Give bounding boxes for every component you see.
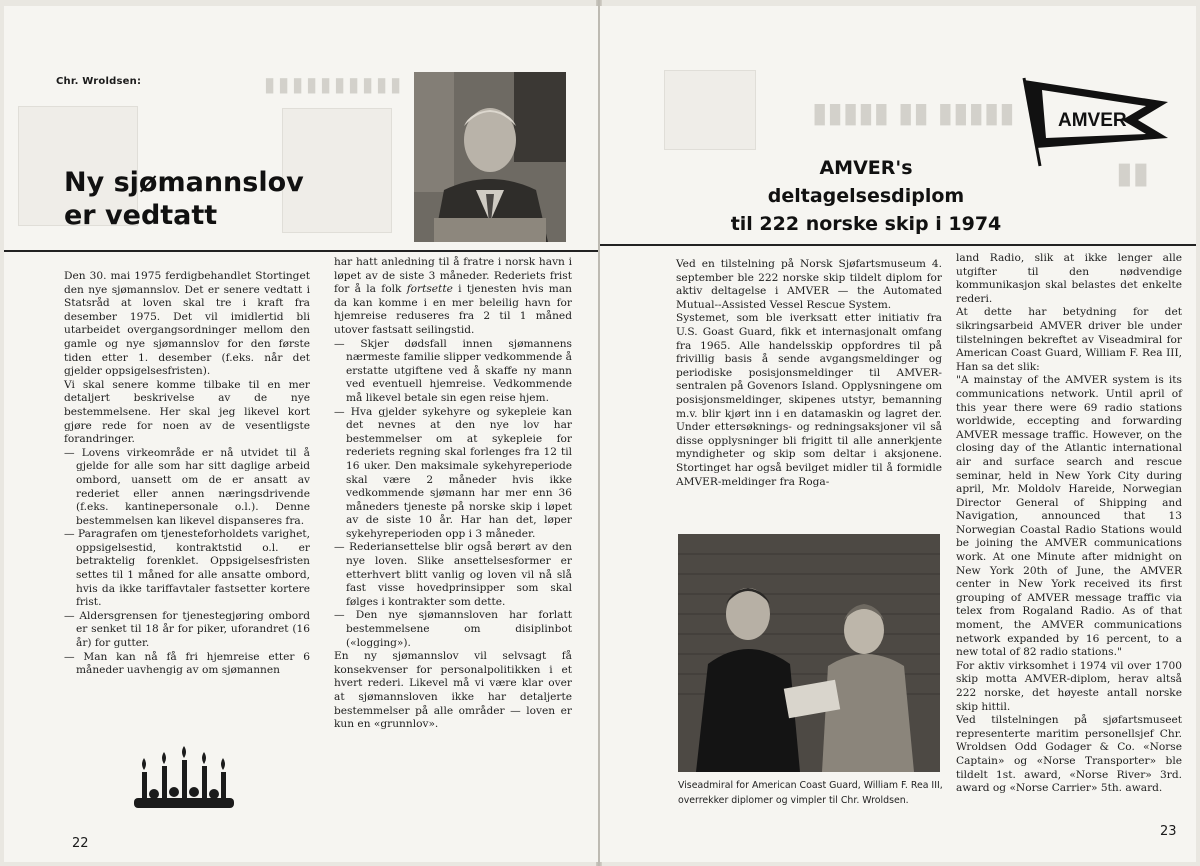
show-through-text: ▮▮▮▮▮▮▮▮▮▮: [264, 72, 405, 96]
paragraph: Den 30. mai 1975 ferdigbehandlet Stortinget den nye sjømannslov. Det er senere vedtatt i Statsråd at loven skal tre i kraft fra desember 1975. Det vil imidlertid bli utarbeidet overgangsordninger mellom den gamle og nye sjømannslov for den første tiden etter 1. desember (f.eks. når det gjelder oppsigelsesfristen).: [64, 270, 310, 378]
paragraph: En ny sjømannslov vil selvsagt få konsekvenser for personalpolitikken i et hvert rederi. Likevel må vi være klar over at sjømannsloven ikke har detaljerte bestemmelser på alle områder — loven er kun en «grunnlov».: [334, 650, 572, 731]
award-ceremony-photo: [678, 534, 940, 772]
paragraph: — Aldersgrensen for tjenestegjøring ombord er senket til 18 år for piker, uforandret (16 år) for gutter.: [64, 609, 310, 650]
paragraph: At dette har betydning for det sikringsarbeid AMVER driver ble under tilstelningen bekreftet av Viseadmiral for American Coast Guard, William F. Rea III, Han sa det slik:: [956, 306, 1182, 373]
paragraph: Ved tilstelningen på sjøfartsmuseet representerte maritim personellsjef Chr. Wroldsen Odd Godager & Co. «Norse Captain» og «Norse Transporter» ble tildelt 1st. award, «Norse River» 3rd. award og «Norse Carrier» 5th. award.: [956, 714, 1182, 795]
headline-line: er vedtatt: [64, 200, 218, 231]
headline-line: til 222 norske skip i 1974: [730, 213, 1002, 235]
article-column-1: [676, 258, 942, 489]
paragraph: Ved en tilstelning på Norsk Sjøfartsmuseum 4. september ble 222 norske skip tildelt diplom for aktiv deltagelse i AMVER — the Automated Mutual--Assisted Vessel Rescue System.: [676, 258, 942, 311]
byline: Chr. Wroldsen:: [56, 76, 142, 87]
page-number: 23: [1160, 824, 1177, 839]
paragraph: — Man kan nå få fri hjemreise etter 6 måneder uavhengig av om sjømannen: [64, 650, 310, 677]
italic-word: fortsette: [406, 283, 453, 296]
article-column-1: [64, 270, 310, 678]
paragraph: Vi skal senere komme tilbake til en mer detaljert beskrivelse av de nye bestemmelsene. Her skal jeg likevel kort gjøre rede for noen av de vesentligste forandringer.: [64, 378, 310, 446]
paragraph: — Den nye sjømannsloven har forlatt bestemmelsene om disiplinbot («logging»).: [334, 609, 572, 649]
paragraph: — Lovens virkeområde er nå utvidet til å gjelde for alle som har sitt daglige arbeid ombord, uansett om de er ansatt av rederiet eller annen næringsdrivende (f.eks. kantinepersonale o.l.). Denne bestemmelsen kan likevel dispanseres fra.: [64, 446, 310, 527]
show-through-text: ▮▮: [1116, 156, 1150, 191]
left-page: [4, 6, 598, 862]
show-through-image: [664, 70, 756, 150]
paragraph: — Hva gjelder sykehyre og sykepleie kan det nevnes at den nye lov har bestemmelser om at sykepleie for rederiets regning skal forlenges fra 12 til 16 uker. Den maksimale sykehyreperiode skal være 2 måneder hvis ikke vedkommende sjømann har mer enn 36 måneders tjeneste på norske skip i løpet av de siste 10 år. Har han det, løper sykehyreperioden opp i 3 måneder.: [334, 405, 572, 540]
paragraph: — Paragrafen om tjenesteforholdets varighet, oppsigelsestid, kontraktstid o.l. er betraktelig forenklet. Oppsigelsesfristen settes til 1 måned for alle ansatte ombord, hvis da ikke tariffavtaler fastsetter kortere frist.: [64, 528, 310, 609]
section-rule: [600, 244, 1196, 246]
article-headline: [64, 166, 304, 232]
paragraph: "A mainstay of the AMVER system is its communications network. Until april of this year there were 69 radio stations worldwide, eccepting and forwarding AMVER message traffic. However, on the closing day of the Atlantic international air and surface search and rescue seminar, held in New York City during april, Mr. Moldolv Hareide, Norwegian Director General of Shipping and Navigation, announced that 13 Norwegian Coastal Radio Stations would be joining the AMVER communications work. At one Minute after midnight on New York 20th of June, the AMVER center in New York received its first grouping of AMVER message traffic via telex from Rogaland Radio. As of that moment, the AMVER communications network expanded by 16 percent, to a new total of 82 radio stations.": [956, 374, 1182, 659]
text-run: har hatt anledning til å fratre i norsk havn i løpet av de siste 3 måneder. Rederiets frist for å la folk: [334, 256, 572, 296]
headline-line: AMVER's: [819, 157, 913, 179]
amver-pennant-flag: [1018, 76, 1168, 168]
article-headline: [666, 154, 1066, 238]
christmas-candles-ornament: [128, 746, 240, 814]
flag-label: AMVER: [1058, 110, 1127, 131]
text-run: i tjenesten hvis man da kan komme i en mer beleilig havn for hjemreise reduseres fra 2 til 1 måned utover fastsatt seilingstid.: [334, 283, 572, 336]
show-through-text: ▮▮▮▮▮ ▮▮ ▮▮▮▮▮: [812, 96, 1015, 129]
article-column-2: [334, 256, 572, 732]
paragraph: — Rederiansettelse blir også berørt av den nye loven. Slike ansettelsesformer er etterhvert blitt vanlig og loven vil nå slå fast visse hovedprinsipper som skal følges i kontrakter som dette.: [334, 541, 572, 608]
article-column-2: [956, 252, 1182, 796]
portrait-photo: [414, 72, 566, 242]
headline-line: Ny sjømannslov: [64, 167, 304, 198]
section-rule: [4, 250, 598, 252]
right-page: [600, 6, 1196, 862]
paragraph: For aktiv virksomhet i 1974 vil over 1700 skip motta AMVER-diplom, herav altså 222 norske, det høyeste antall norske skip hittil.: [956, 659, 1182, 713]
paragraph: [334, 256, 572, 338]
page-number: 22: [72, 836, 89, 851]
photo-caption: Viseadmiral for American Coast Guard, William F. Rea III, overrekker diplomer og vimpler til Chr. Wroldsen.: [678, 780, 943, 806]
headline-line: deltagelsesdiplom: [767, 185, 965, 207]
paragraph: land Radio, slik at ikke lenger alle utgifter til den nødvendige kommunikasjon skal belastes det enkelte rederi.: [956, 252, 1182, 305]
paragraph: — Skjer dødsfall innen sjømannens nærmeste familie slipper vedkommende å erstatte utgiftene ved å skaffe ny mann ved eventuell hjemreise. Vedkommende må likevel betale sin egen reise hjem.: [334, 337, 572, 404]
paragraph: Systemet, som ble iverksatt etter initiativ fra U.S. Goast Guard, fikk et internasjonalt omfang fra 1965. Alle handelsskip oppfordres til på frivillig basis å sende avgangsmeldinger og periodiske posisjonsmeldinger til AMVER-sentralen på Govenors Island. Opplysningene om posisjonsmeldinger, skipenes utstyr, bemanning m.v. blir kjørt inn i en datamaskin og lagret der. Under ettersøknings- og redningsaksjoner vil så disse opplysninger bli frigitt til alle annerkjente myndigheter og skip som deltar i aksjonene. Stortinget har også bevilget midler til å formidle AMVER-meldinger fra Roga-: [676, 312, 942, 488]
